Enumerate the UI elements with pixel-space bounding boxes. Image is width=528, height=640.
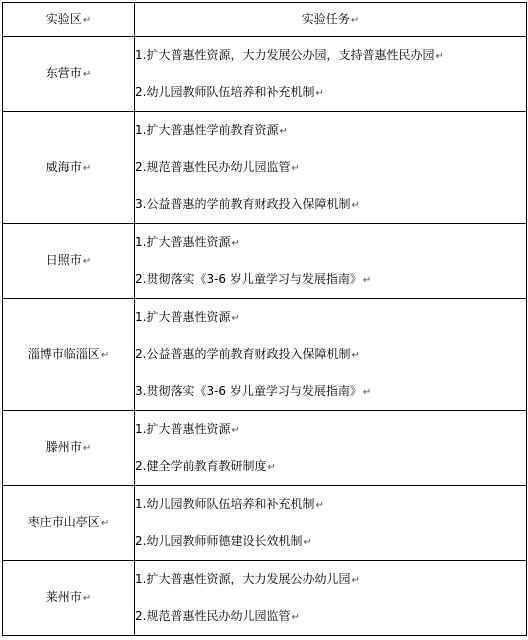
paragraph-mark: ↵ (267, 462, 276, 473)
task-item (135, 149, 526, 186)
area-name: 日照市 (45, 253, 82, 267)
paragraph-mark: ↵ (351, 200, 360, 211)
task-text: 1.扩大普惠性资源，大力发展公办园，支持普惠性民办园 (135, 48, 435, 62)
paragraph-mark: ↵ (231, 313, 240, 324)
task-cell (135, 37, 527, 112)
area-name: 滕州市 (45, 440, 82, 454)
area-name: 枣庄市山亭区 (27, 515, 100, 529)
paragraph-mark: ↵ (231, 238, 240, 249)
task-text: 2.贯彻落实《3-6 岁儿童学习与发展指南》 (135, 272, 362, 286)
task-text: 1.幼儿园教师队伍培养和补充机制 (135, 497, 315, 511)
task-item (135, 373, 526, 410)
table-row (3, 224, 527, 299)
area-cell (3, 411, 135, 486)
paragraph-mark: ↵ (82, 69, 92, 80)
table-row (3, 561, 527, 636)
task-cell (135, 486, 527, 561)
paragraph-mark: ↵ (100, 518, 110, 529)
paragraph-mark: ↵ (362, 275, 372, 286)
table-row (3, 411, 527, 486)
task-item (135, 112, 526, 149)
paragraph-mark: ↵ (231, 425, 240, 436)
paragraph-mark: ↵ (82, 593, 92, 604)
paragraph-mark: ↵ (82, 443, 92, 454)
paragraph-mark: ↵ (279, 126, 288, 137)
task-item (135, 186, 526, 223)
task-text: 2.规范普惠性民办幼儿园监管 (135, 609, 291, 623)
task-item (135, 299, 526, 336)
task-text: 3.贯彻落实《3-6 岁儿童学习与发展指南》 (135, 384, 362, 398)
task-cell (135, 112, 527, 224)
area-cell (3, 224, 135, 299)
task-text: 1.扩大普惠性学前教育资源 (135, 123, 279, 137)
paragraph-mark: ↵ (100, 349, 110, 361)
table-row (3, 299, 527, 411)
area-cell (3, 561, 135, 636)
task-text: 2.幼儿园教师师德建设长效机制 (135, 534, 303, 548)
task-text: 1.扩大普惠性资源 (135, 422, 231, 436)
task-item (135, 486, 526, 523)
task-cell (135, 411, 527, 486)
task-text: 2.幼儿园教师队伍培养和补充机制 (135, 85, 315, 99)
task-item (135, 224, 526, 261)
task-cell (135, 561, 527, 636)
task-text: 1.扩大普惠性资源 (135, 310, 231, 324)
area-cell (3, 37, 135, 112)
area-name: 东营市 (45, 66, 82, 80)
task-text: 2.公益普惠的学前教育财政投入保障机制 (135, 347, 351, 361)
paragraph-mark: ↵ (351, 575, 360, 586)
task-text: 2.健全学前教育教研制度 (135, 459, 267, 473)
paragraph-mark: ↵ (315, 500, 324, 511)
area-cell (3, 112, 135, 224)
paragraph-mark: ↵ (291, 612, 300, 623)
task-text: 1.扩大普惠性资源 (135, 235, 231, 249)
area-cell (3, 299, 135, 411)
task-cell (135, 224, 527, 299)
task-item (135, 411, 526, 448)
header-task-cell (135, 3, 527, 37)
task-item (135, 74, 526, 111)
table-header-row (3, 3, 527, 37)
task-item (135, 37, 526, 74)
task-text: 1.扩大普惠性资源，大力发展公办幼儿园 (135, 572, 351, 586)
paragraph-mark: ↵ (82, 162, 92, 174)
paragraph-mark: ↵ (315, 88, 324, 99)
paragraph-mark: ↵ (303, 537, 312, 548)
task-text: 3.公益普惠的学前教育财政投入保障机制 (135, 197, 351, 211)
paragraph-mark: ↵ (435, 51, 444, 62)
task-item (135, 261, 526, 298)
paragraph-mark: ↵ (82, 14, 92, 26)
task-item (135, 336, 526, 373)
header-task-label: 实验任务 (301, 11, 350, 26)
paragraph-mark: ↵ (350, 14, 360, 26)
task-text: 2.规范普惠性民办幼儿园监管 (135, 160, 291, 174)
paragraph-mark: ↵ (291, 163, 300, 174)
paragraph-mark: ↵ (362, 387, 372, 398)
header-area-cell (3, 3, 135, 37)
experiment-zone-table (2, 2, 527, 636)
paragraph-mark: ↵ (351, 350, 360, 361)
table-row (3, 37, 527, 112)
area-name: 淄博市临淄区 (27, 346, 100, 361)
area-name: 威海市 (45, 159, 82, 174)
table-row (3, 486, 527, 561)
task-item (135, 561, 526, 598)
paragraph-mark: ↵ (82, 256, 92, 267)
area-name: 莱州市 (45, 590, 82, 604)
task-cell (135, 299, 527, 411)
table-row (3, 112, 527, 224)
header-area-label: 实验区 (45, 11, 82, 26)
task-item (135, 598, 526, 635)
task-item (135, 448, 526, 485)
task-item (135, 523, 526, 560)
area-cell (3, 486, 135, 561)
